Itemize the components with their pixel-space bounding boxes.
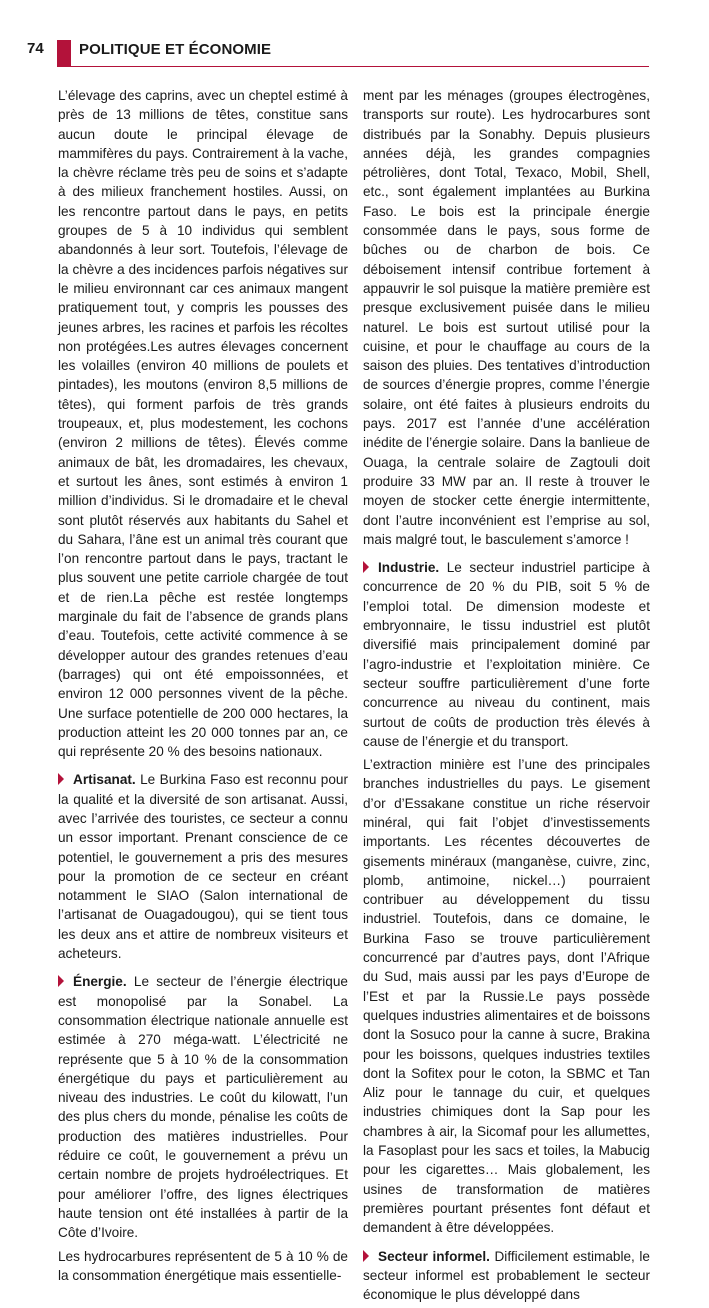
bullet-arrow-icon <box>363 1250 369 1262</box>
paragraph-energie <box>58 972 348 1242</box>
lead-industrie: Industrie. <box>378 560 440 576</box>
paragraph-artisanat <box>58 770 348 963</box>
bullet-arrow-icon <box>58 975 64 987</box>
text-informel: Difficilement estimable, le secteur informel est probablement le secteur économique le plus développé dans <box>363 1248 650 1303</box>
lead-artisanat: Artisanat. <box>73 772 136 788</box>
paragraph-extraction: L’extraction minière est l’une des principales branches industrielles du pays. Le gisement d’or d’Essakane constitue un riche réservoir minéral, qui fait l’objet d’investissements importants. Les récentes découvertes de gisements minéraux (manganèse, cuivre, zinc, plomb, antimoine, nickel…) pourraient contribuer au développement du tissu industriel. Toutefois, dans ce domaine, le Burkina Faso se trouve particulièrement concurrencé par d’autres pays, dont l’Afrique du Sud, mais aussi par les pays d’Europe de l’Est et par la Russie.Le pays possède quelques industries alimentaires et de boissons dont la Sosuco pour la canne à sucre, Brakina pour les boissons, quelques industries textiles dont la Sofitex pour le coton, la SBMC et Tan Aliz pour le tannage du cuir, et quelques industries chimiques dont la Sap pour les chambres à air, la Sicomaf pour les allumettes, la Fasoplast pour les sacs et toiles, la Mabucig pour les cigarettes… Mais globalement, les usines de transformation de matières premières pourtant présentes font défaut et demandent à être développées. <box>363 757 650 1236</box>
paragraph-energie-suite: ment par les ménages (groupes électrogènes, transports sur route). Les hydrocarbures sont distribués par la Sonabhy. Depuis plusieurs années déjà, les grandes compagnies pétrolières, dont Total, Texaco, Mobil, Shell, etc., sont également implantées au Burkina Faso. Le bois est la principale énergie consommée dans le pays, sous forme de bûches ou de charbon de bois. Ce déboisement intensif contribue fortement à appauvrir le sol puisque la matière première est presque exclusivement puisée dans le milieu naturel. Le bois est surtout utilisé pour la cuisine, et pour le chauffage au cours de la saison des pluies. Des tentatives d’introduction de sources d’énergie propres, comme l’énergie solaire, ont été faites à plusieurs endroits du pays. 2017 est l’année d’une accélération inédite de l’énergie solaire. Dans la banlieue de Ouaga, la centrale solaire de Zagtouli doit produire 33 MW par an. Il reste à trouver le moyen de stocker cette énergie intermittente, dont l’autre inconvénient est l’emprise au sol, mais malgré tout, le basculement s’amorce ! <box>363 88 650 547</box>
lead-informel: Secteur informel. <box>378 1248 490 1264</box>
header-rule <box>71 66 649 67</box>
lead-energie: Énergie. <box>73 974 127 990</box>
paragraph-informel <box>363 1247 650 1305</box>
page-number: 74 <box>27 40 44 57</box>
bullet-arrow-icon <box>58 773 64 785</box>
paragraph-industrie <box>363 558 650 751</box>
paragraph-hydrocarbures: Les hydrocarbures représentent de 5 à 10 % de la consommation énergétique mais essentielle- <box>58 1248 348 1283</box>
section-marker-bar <box>57 40 71 67</box>
text-industrie: Le secteur industriel participe à concurrence de 20 % du PIB, soit 5 % de l’emploi total. De dimension modeste et embryonnaire, le tissu industriel est plutôt diversifié mais principalement dominé par l’agro-industrie et l’exploitation minière. Ce secteur souffre particulièrement d’une forte concurrence au niveau du continent, mais surtout de coûts de production très élevés à cause de l’énergie et du transport. <box>363 560 650 749</box>
section-title: POLITIQUE ET ÉCONOMIE <box>79 41 272 58</box>
text-energie: Le secteur de l’énergie électrique est monopolisé par la Sonabel. La consommation électrique nationale annuelle est estimée à 270 méga-watt. L’électricité ne représente que 5 à 10 % de la consommation énergétique du pays et particulièrement au niveau des industries. Le coût du kilowatt, l’un des plus chers du monde, pénalise les coûts de production des matières industrielles. Pour réduire ce coût, le gouvernement a prévu un certain nombre de projets hydroélectriques. Et pour améliorer l’offre, des lignes électriques haute tension ont été installées à partir de la Côte d’Ivoire. <box>58 974 348 1241</box>
left-column <box>58 86 348 1289</box>
bullet-arrow-icon <box>363 561 369 573</box>
right-column <box>363 86 650 1308</box>
paragraph-elevage: L’élevage des caprins, avec un cheptel estimé à près de 13 millions de têtes, constitue sans aucun doute le principal élevage de mammifères du pays. Contrairement à la vache, la chèvre réclame très peu de soins et s’adapte à des milieux franchement hostiles. Aussi, on les rencontre partout dans le pays, en petits groupes de 5 à 10 individus qui semblent abandonnés à leur sort. Toutefois, l’élevage de la chèvre a des incidences parfois négatives sur le milieu environnant car ces animaux mangent pratiquement tout, y compris les pousses des jeunes arbres, les racines et parfois les récoltes non protégées.Les autres élevages concernent les volailles (environ 40 millions de poulets et pintades), les moutons (environ 8,5 millions de têtes), qui forment parfois de très grands troupeaux, et, plus modestement, les cochons (environ 2 millions de têtes). Élevés comme animaux de bât, les dromadaires, les chevaux, et surtout les ânes, sont estimés à environ 1 million d’individus. Si le dromadaire et le cheval sont plutôt réservés aux habitants du Sahel et du Sahara, l’âne est un animal très courant que l’on rencontre partout dans le pays, tractant le plus souvent une petite carriole chargée de tout et de rien.La pêche est restée longtemps marginale du fait de l’absence de grands plans d’eau. Toutefois, cette activité commence à se développer autour des grandes retenues d’eau (barrages) qui ont été empoissonnées, et environ 12 000 personnes vivent de la pêche. Une surface potentielle de 200 000 hectares, la production atteint les 20 000 tonnes par an, ce qui représente 20 % des besoins nationaux. <box>58 88 348 760</box>
page-header <box>0 0 709 80</box>
text-artisanat: Le Burkina Faso est reconnu pour la qualité et la diversité de son artisanat. Aussi, avec l’arrivée des touristes, ce secteur a connu un essor important. Prenant conscience de ce potentiel, le gouvernement a pris des mesures pour la promotion de ce secteur en créant notamment le SIAO (Salon international de l’artisanat de Ouagadougou), qui se tient tous les deux ans et attire de nombreux visiteurs et acheteurs. <box>58 772 348 962</box>
